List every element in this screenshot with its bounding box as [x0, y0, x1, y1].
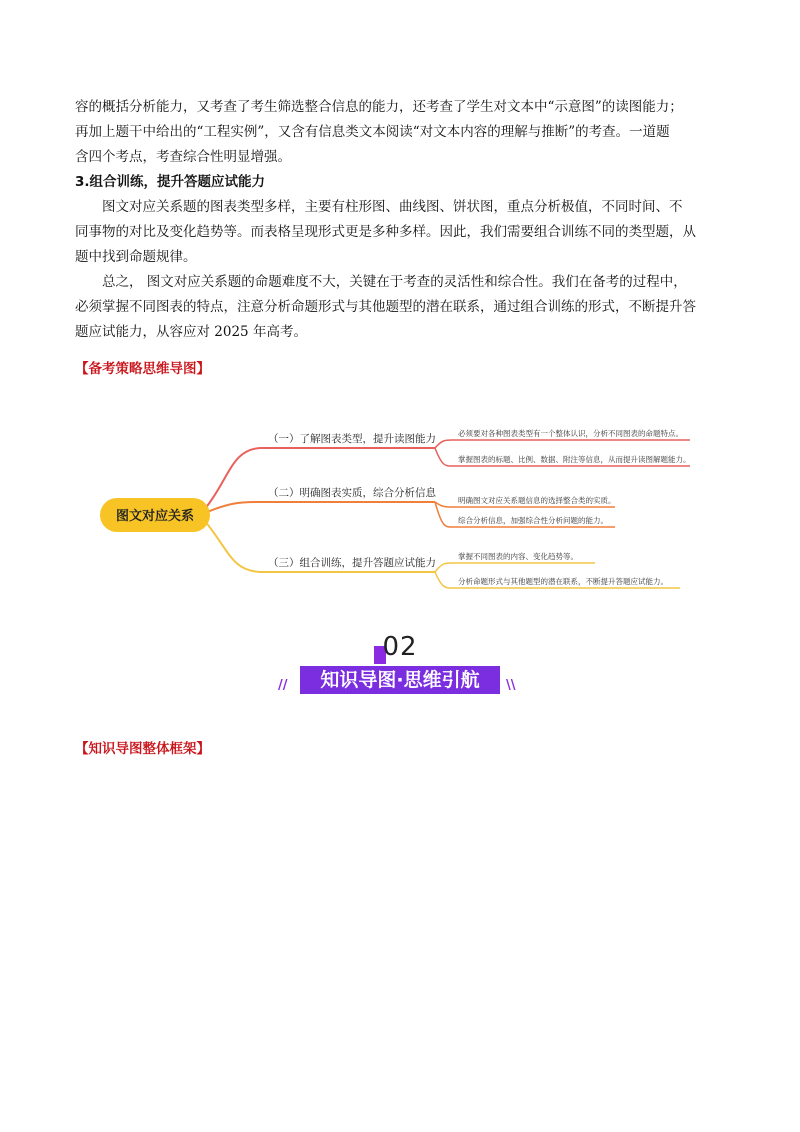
mindmap-root-label: 图文对应关系 — [115, 509, 195, 524]
banner-number: 02 — [382, 632, 418, 662]
leaf-label: 掌握不同图表的内容、变化趋势等。 — [458, 552, 578, 561]
leaf-label: 掌握图表的标题、比例、数据、附注等信息，从而提升读图解题能力。 — [458, 455, 691, 464]
branch-connector-1 — [200, 448, 435, 515]
leaf-label: 综合分析信息，加强综合性分析问题的能力。 — [458, 516, 608, 525]
section-heading: 3.组合训练，提升答题应试能力 — [75, 174, 266, 190]
text-line: 题应试能力，从容应对 2025 年高考。 — [75, 324, 307, 340]
strategy-mindmap — [90, 420, 710, 600]
section3-paragraph — [75, 195, 727, 270]
mindmap-section-title: 【备考策略思维导图】 — [75, 361, 210, 377]
branch-connector-2 — [200, 502, 435, 515]
summary-paragraph — [75, 270, 727, 345]
leaf-label: 必须要对各种图表类型有一个整体认识，分析不同图表的命题特点。 — [458, 429, 683, 438]
text-line: 容的概括分析能力，又考查了考生筛选整合信息的能力，还考查了学生对文本中“示意图”的读图能力； — [75, 99, 683, 115]
banner-slash-decoration: // — [278, 678, 288, 693]
intro-paragraph — [75, 95, 727, 170]
branch-label: （三）组合训练，提升答题应试能力 — [268, 557, 436, 569]
text-line: 图文对应关系题的图表类型多样，主要有柱形图、曲线图、饼状图，重点分析极值，不同时间、不 — [102, 199, 683, 215]
text-line: 再加上题干中给出的“工程实例”，又含有信息类文本阅读“对文本内容的理解与推断”的考查。一道题 — [75, 124, 670, 140]
leaf-label: 明确图文对应关系题信息的选择整合类的实质。 — [458, 496, 616, 505]
branch-label: （一）了解图表类型，提升读图能力 — [268, 433, 436, 445]
text-line: 含四个考点，考查综合性明显增强。 — [75, 149, 291, 165]
text-line: 同事物的对比及变化趋势等。而表格呈现形式更是多种多样。因此，我们需要组合训练不同的类型题，从 — [75, 224, 696, 240]
banner-slash-decoration: \\ — [506, 678, 516, 693]
branch-label: （二）明确图表实质，综合分析信息 — [268, 487, 436, 499]
banner-title: 知识导图·思维引航 — [300, 666, 500, 694]
framework-section-title: 【知识导图整体框架】 — [75, 741, 210, 757]
leaf-connector — [435, 563, 595, 572]
leaf-connector — [435, 440, 690, 448]
text-line: 必须掌握不同图表的特点，注意分析命题形式与其他题型的潜在联系，通过组合训练的形式，不断提升答 — [75, 299, 696, 315]
section-banner — [270, 632, 530, 702]
text-line: 题中找到命题规律。 — [75, 249, 197, 265]
text-line: 总之， 图文对应关系题的命题难度不大，关键在于考查的灵活性和综合性。我们在备考的过程中， — [102, 274, 687, 290]
leaf-label: 分析命题形式与其他题型的潜在联系，不断提升答题应试能力。 — [458, 577, 668, 586]
